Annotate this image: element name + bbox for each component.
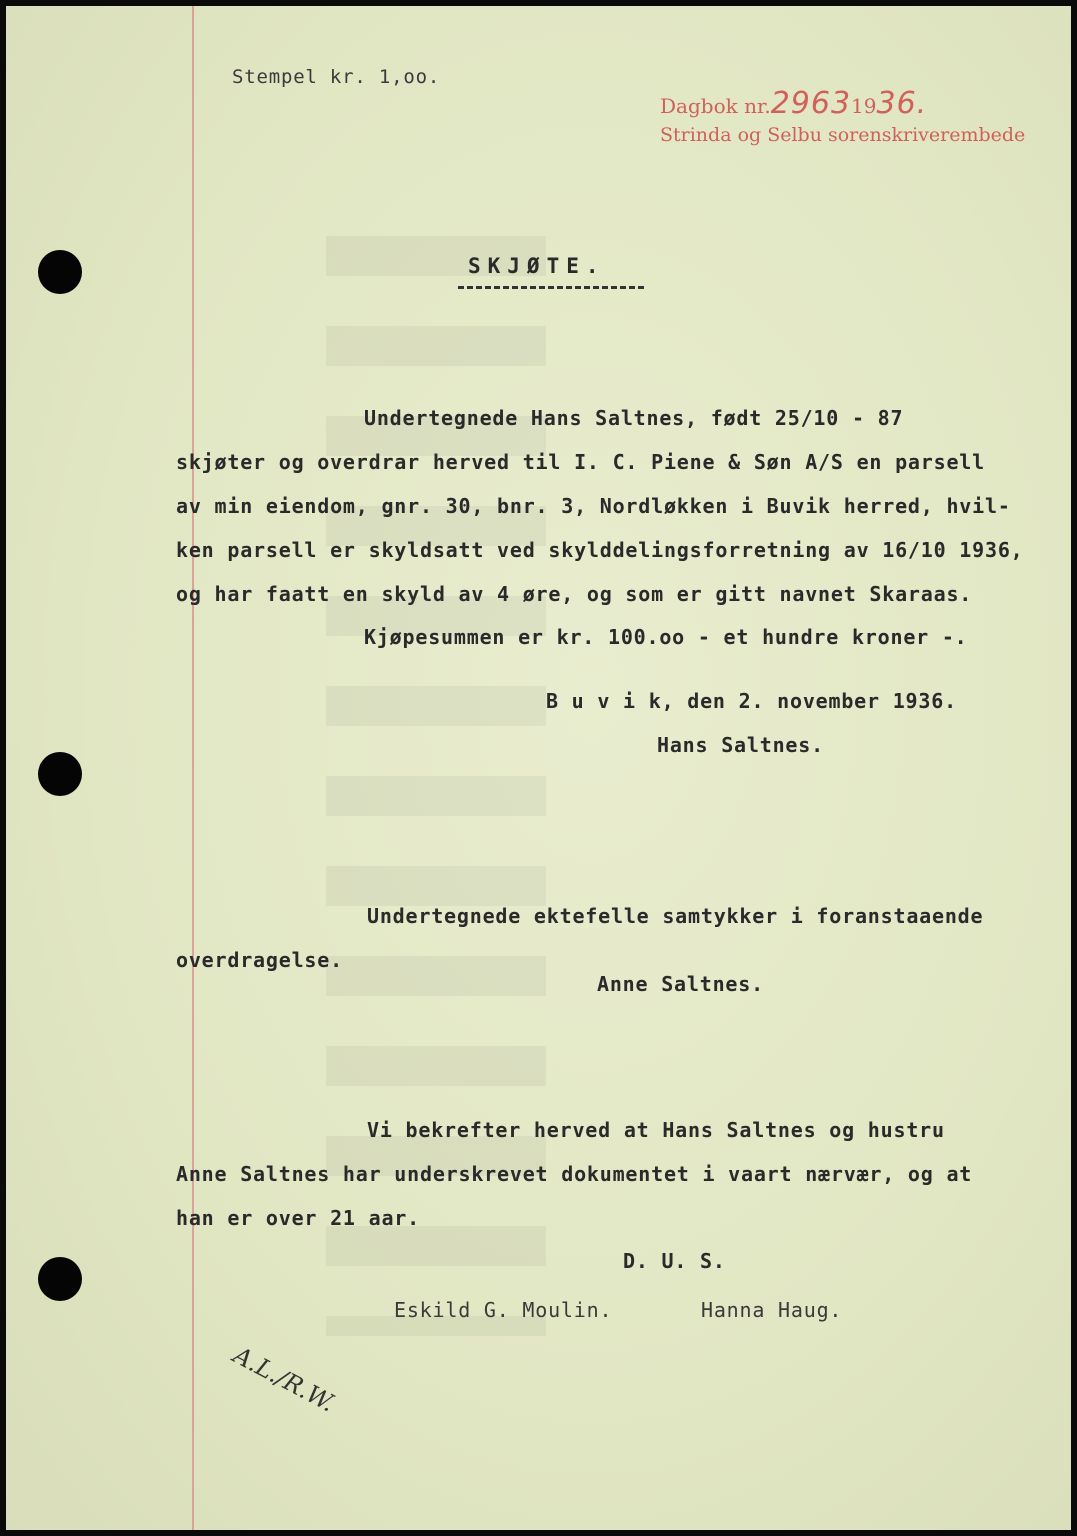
witness-line-1: Vi bekrefter herved at Hans Saltnes og hustru <box>367 1118 945 1142</box>
handwritten-initials: A.L./R.W. <box>228 1341 340 1418</box>
deed-line-5: og har faatt en skyld av 4 øre, og som er gitt navnet Skaraas. <box>176 582 973 606</box>
witness-line-3: han er over 21 aar. <box>176 1206 420 1230</box>
consent-line-1: Undertegnede ektefelle samtykker i foranstaaende <box>367 904 984 928</box>
punch-hole-middle <box>38 752 82 796</box>
deed-price-line: Kjøpesummen er kr. 100.oo - et hundre kroner -. <box>364 625 968 649</box>
dagbok-number: 2963 <box>770 86 852 121</box>
deed-place-date: B u v i k, den 2. november 1936. <box>546 689 957 713</box>
title-underline <box>458 286 644 289</box>
registry-stamp-office: Strinda og Selbu sorenskriverembede <box>660 124 1026 146</box>
witness-dus: D. U. S. <box>623 1249 726 1273</box>
deed-signature-seller: Hans Saltnes. <box>657 733 824 757</box>
consent-line-2: overdragelse. <box>176 948 343 972</box>
deed-line-2: skjøter og overdrar herved til I. C. Piene & Søn A/S en parsell <box>176 450 985 474</box>
dagbok-label: Dagbok nr. <box>660 94 771 118</box>
document-title: SKJØTE. <box>468 254 606 278</box>
punch-hole-top <box>38 250 82 294</box>
witness-line-2: Anne Saltnes har underskrevet dokumentet i vaart nærvær, og at <box>176 1162 973 1186</box>
punch-hole-bottom <box>38 1257 82 1301</box>
witness-signature-2: Hanna Haug. <box>701 1298 843 1322</box>
registry-stamp-line1 <box>660 86 927 121</box>
margin-rule <box>192 6 194 1530</box>
deed-line-3: av min eiendom, gnr. 30, bnr. 3, Nordløkken i Buvik herred, hvil- <box>176 494 1011 518</box>
dagbok-year-prefix: 19 <box>851 94 877 118</box>
document-page <box>6 6 1071 1530</box>
consent-signature: Anne Saltnes. <box>597 972 764 996</box>
deed-line-4: ken parsell er skyldsatt ved skylddelingsforretning av 16/10 1936, <box>176 538 1024 562</box>
deed-line-1: Undertegnede Hans Saltnes, født 25/10 - 87 <box>364 406 904 430</box>
dagbok-year-suffix: 36. <box>876 86 928 121</box>
witness-signature-1: Eskild G. Moulin. <box>394 1298 613 1322</box>
stamp-duty-line: Stempel kr. 1,oo. <box>232 66 441 88</box>
